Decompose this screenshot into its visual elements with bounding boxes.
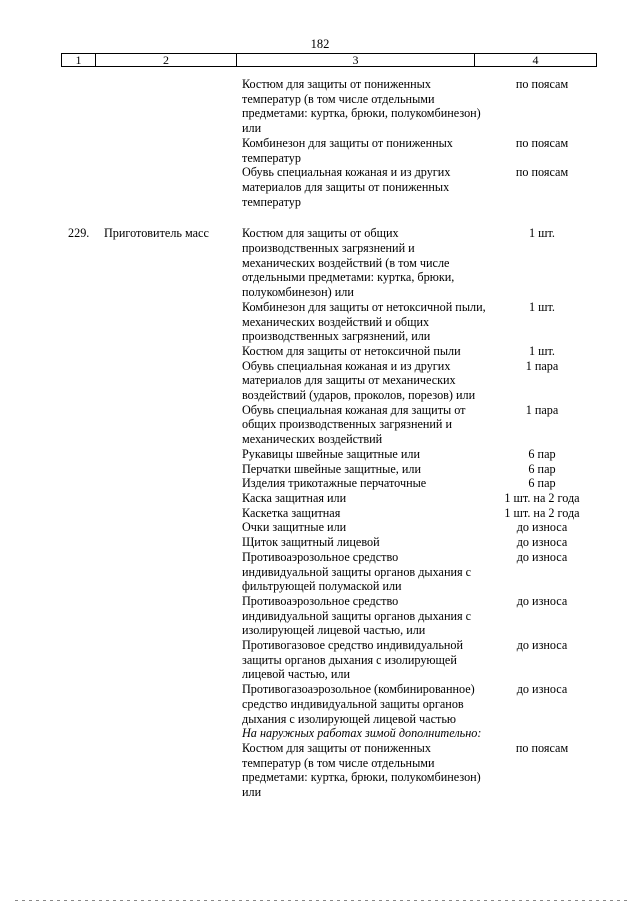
table-row <box>0 638 640 682</box>
issue-norm: до износа <box>516 682 568 697</box>
issue-norm: 1 пара <box>525 358 559 373</box>
row-number-cell <box>0 300 104 344</box>
scan-edge-line <box>15 900 628 901</box>
table-row <box>0 476 640 491</box>
issue-norm: 1 шт. <box>529 226 555 241</box>
table-row <box>0 447 640 462</box>
ppe-item: Очки защитные или <box>242 520 347 535</box>
ppe-item: Костюм для защиты от пониженных температур (в том числе отдельными предметами: куртка, брюки, полукомбинезон) или <box>242 740 481 800</box>
row-number-cell <box>0 77 104 136</box>
table-row <box>0 741 640 800</box>
table-row <box>0 462 640 477</box>
profession-cell <box>104 550 242 594</box>
page-number: 182 <box>310 37 330 51</box>
table-row <box>0 535 640 550</box>
row-number-cell <box>0 726 104 741</box>
profession-cell <box>104 403 242 447</box>
profession-cell <box>104 741 242 800</box>
table-row <box>0 344 640 359</box>
issue-norm: 1 шт. на 2 года <box>504 505 580 520</box>
table-row <box>0 403 640 447</box>
profession-cell <box>104 462 242 477</box>
table-row <box>0 359 640 403</box>
issue-norm: по поясам <box>515 165 569 180</box>
row-number-cell <box>0 447 104 462</box>
ppe-item: Перчатки швейные защитные, или <box>242 461 422 476</box>
column-header-2: 2 <box>96 54 237 66</box>
issue-norm: 6 пар <box>528 461 556 476</box>
block-separator <box>0 209 640 226</box>
ppe-item: Щиток защитный лицевой <box>242 535 380 550</box>
ppe-item: Изделия трикотажные перчаточные <box>242 476 427 491</box>
row-number-cell <box>0 226 104 300</box>
profession-cell <box>104 491 242 506</box>
ppe-item: Костюм для защиты от пониженных температур (в том числе отдельными предметами: куртка, брюки, полукомбинезон) или <box>242 77 481 136</box>
ppe-item: Комбинезон для защиты от нетоксичной пыли, механических воздействий и общих производственных загрязнений, или <box>242 299 486 344</box>
profession-cell <box>104 520 242 535</box>
profession-cell <box>104 136 242 165</box>
row-number-cell <box>0 638 104 682</box>
row-number-cell <box>0 165 104 209</box>
table-row <box>0 226 640 300</box>
issue-norm: 6 пар <box>528 476 556 491</box>
row-number-cell <box>0 682 104 726</box>
ppe-item: Обувь специальная кожаная для защиты от общих производственных загрязнений и механических воздействий <box>242 402 466 447</box>
profession-cell <box>104 726 242 741</box>
ppe-item: Противогазоаэрозольное (комбинированное) средство индивидуальной защиты органов дыхания с изолирующей лицевой частью <box>242 682 475 726</box>
profession-cell <box>104 344 242 359</box>
issue-norm: 1 шт. <box>529 299 555 314</box>
row-number: 229. <box>68 226 90 241</box>
table-row <box>0 77 640 136</box>
issue-norm: 1 пара <box>525 402 559 417</box>
row-number-cell <box>0 359 104 403</box>
column-header-3: 3 <box>237 54 475 66</box>
column-header-1: 1 <box>62 54 96 66</box>
table-header <box>61 53 597 67</box>
issue-norm: 1 шт. <box>529 343 555 358</box>
issue-norm: до износа <box>516 638 568 653</box>
row-number-cell <box>0 136 104 165</box>
issue-norm: до износа <box>516 535 568 550</box>
profession-cell <box>104 638 242 682</box>
issue-norm: 1 шт. на 2 года <box>504 490 580 505</box>
profession-cell <box>104 447 242 462</box>
row-number-cell <box>0 535 104 550</box>
profession-cell <box>104 594 242 638</box>
profession-cell: Приготовитель масс <box>104 226 209 241</box>
table-row <box>0 726 640 741</box>
row-number-cell <box>0 476 104 491</box>
ppe-item: Противоаэрозольное средство индивидуальной защиты органов дыхания с изолирующей лицевой частью, или <box>242 593 472 638</box>
row-number-cell <box>0 491 104 506</box>
issue-norm: по поясам <box>515 740 569 755</box>
issue-norm: по поясам <box>515 77 569 91</box>
issue-norm: по поясам <box>515 135 569 150</box>
ppe-item: Рукавицы швейные защитные или <box>242 446 420 461</box>
table-row <box>0 506 640 521</box>
profession-cell <box>104 506 242 521</box>
row-number-cell <box>0 403 104 447</box>
ppe-item: Каска защитная или <box>242 490 347 505</box>
profession-cell <box>104 476 242 491</box>
row-number-cell <box>0 741 104 800</box>
row-number-cell <box>0 550 104 594</box>
row-number-cell <box>0 344 104 359</box>
issue-norm <box>487 726 597 741</box>
table-row <box>0 300 640 344</box>
ppe-item: Каскетка защитная <box>242 505 341 520</box>
issue-norm: до износа <box>516 520 568 535</box>
profession-cell <box>104 77 242 136</box>
issue-norm: до износа <box>516 593 568 608</box>
ppe-item: Противогазовое средство индивидуальной защиты органов дыхания с изолирующей лицевой частью, или <box>242 638 464 682</box>
table-row <box>0 165 640 209</box>
issue-norm: 6 пар <box>528 446 556 461</box>
ppe-item: Обувь специальная кожаная и из других материалов для защиты от механических воздействий (ударов, проколов, порезов) или <box>242 358 476 403</box>
ppe-item: Костюм для защиты от нетоксичной пыли <box>242 343 461 358</box>
table-row <box>0 520 640 535</box>
profession-cell <box>104 165 242 209</box>
table-row <box>0 682 640 726</box>
profession-cell <box>104 535 242 550</box>
table-row <box>0 136 640 165</box>
profession-cell <box>104 359 242 403</box>
ppe-item: Костюм для защиты от общих производственных загрязнений и механических воздействий (в том числе отдельными предметами: куртка, брюки, полукомбинезон) или <box>242 226 455 300</box>
row-number-cell <box>0 594 104 638</box>
table-row <box>0 550 640 594</box>
column-header-4: 4 <box>532 53 539 67</box>
row-number-cell <box>0 506 104 521</box>
table-row <box>0 594 640 638</box>
ppe-item: Обувь специальная кожаная и из других материалов для защиты от пониженных температур <box>242 165 451 209</box>
profession-cell <box>104 300 242 344</box>
table-body <box>0 77 640 800</box>
row-number-cell <box>0 520 104 535</box>
issue-norm: до износа <box>516 549 568 564</box>
ppe-item: На наружных работах зимой дополнительно: <box>242 726 482 741</box>
profession-cell <box>104 682 242 726</box>
ppe-item: Противоаэрозольное средство индивидуальной защиты органов дыхания с фильтрующей полумаской или <box>242 549 472 594</box>
table-row <box>0 491 640 506</box>
row-number-cell <box>0 462 104 477</box>
ppe-item: Комбинезон для защиты от пониженных температур <box>242 135 453 165</box>
